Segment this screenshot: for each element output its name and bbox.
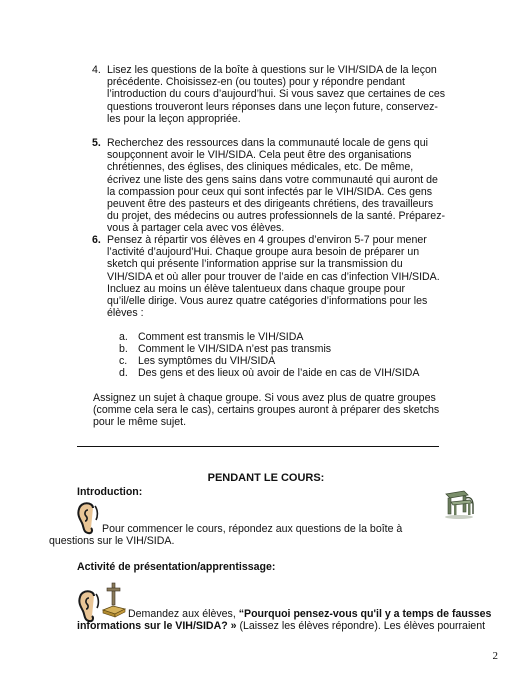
activity-text-plain: (Laissez les élèves répondre). Les élèves pourraient — [236, 620, 486, 632]
text-line: l’activité d’aujourd’Hui. Chaque groupe aura besoin de préparer un — [107, 246, 420, 259]
activity-text-plain: Demandez aux élèves, — [128, 608, 239, 620]
item-6-paragraph — [107, 234, 467, 319]
text-line: peuvent être des pasteurs et des dirigeants chrétiens, des travailleurs — [107, 198, 434, 211]
assign-paragraph — [93, 392, 473, 429]
text-line: VIH/SIDA et où aller pour trouver de l’aide en cas d’infection VIH/SIDA. — [107, 270, 440, 283]
item-number: 6. — [92, 234, 101, 246]
section-title: PENDANT LE COURS: — [207, 472, 325, 484]
text-line: les pour la leçon appropriée. — [107, 112, 241, 125]
school-desk-icon — [442, 488, 476, 520]
sub-item-letter: d. — [119, 367, 128, 379]
cross-bible-icon — [101, 582, 127, 620]
intro-text-line2: questions sur le VIH/SIDA. — [49, 535, 175, 547]
text-line: qu’il/elle dirige. Vous aurez quatre catégories d’informations pour les — [107, 295, 428, 308]
text-line: Assignez un sujet à chaque groupe. Si vous avez plus de quatre groupes — [93, 392, 436, 404]
page-number: 2 — [492, 650, 498, 662]
ear-icon — [75, 588, 101, 624]
intro-heading: Introduction: — [77, 486, 143, 498]
text-line: Lisez les questions de la boîte à questions sur le VIH/SIDA de la leçon — [107, 64, 437, 76]
sub-item-text: Comment est transmis le VIH/SIDA — [138, 331, 304, 343]
activity-text-question: informations sur le VIH/SIDA? » — [77, 620, 237, 632]
text-line: Recherchez des ressources dans la communauté locale de gens qui — [107, 137, 428, 149]
item-4-paragraph — [107, 64, 467, 125]
text-line: Pensez à répartir vos élèves en 4 groupes d’environ 5-7 pour mener — [107, 234, 427, 246]
item-number: 4. — [92, 64, 101, 76]
text-line: Incluez au moins un élève talentueux dans chaque groupe pour — [107, 282, 406, 295]
text-line: soupçonnent avoir le VIH/SIDA. Cela peut être des organisations — [107, 149, 412, 162]
text-line: l’introduction du cours d’aujourd’hui. Si vous savez que certaines de ces — [107, 88, 446, 101]
intro-text-line1: Pour commencer le cours, répondez aux questions de la boîte à — [102, 523, 403, 535]
text-line: la compassion pour ceux qui sont infectés par le VIH/SIDA. Ces gens — [107, 185, 433, 198]
sub-item-letter: a. — [119, 331, 128, 343]
section-divider — [77, 446, 439, 447]
item-5-paragraph — [107, 137, 467, 235]
text-line: du projet, des médecins ou autres professionnels de la santé. Préparez- — [107, 210, 446, 223]
text-line: chrétiennes, des églises, des cliniques médicales, etc. De même, — [107, 161, 414, 174]
activity-heading: Activité de présentation/apprentissage: — [77, 561, 276, 573]
activity-text-line1 — [128, 608, 491, 620]
sub-item-letter: b. — [119, 343, 128, 355]
text-line: questions trouveront leurs réponses dans une leçon future, conservez- — [107, 100, 438, 113]
text-line: élèves : — [107, 307, 144, 320]
item-number: 5. — [92, 137, 101, 149]
text-line: écrivez une liste des gens sains dans votre communauté qui auront de — [107, 173, 438, 186]
ear-icon — [74, 500, 100, 536]
text-line: pour le même sujet. — [93, 416, 187, 429]
activity-text-question: “Pourquoi pensez-vous qu'il y a temps de fausses — [238, 608, 492, 620]
text-line: (comme cela sera le cas), certains groupes auront à préparer des sketchs — [93, 404, 440, 417]
activity-text-line2 — [77, 620, 485, 632]
text-line: précédente. Choisissez-en (ou toutes) pour y répondre pendant — [107, 76, 405, 89]
text-line: sketch qui présente l’information apprise sur la transmission du — [107, 258, 403, 271]
sub-item-text: Comment le VIH/SIDA n’est pas transmis — [138, 343, 332, 355]
sub-item-text: Les symptômes du VIH/SIDA — [138, 355, 276, 367]
sub-item-letter: c. — [119, 355, 128, 367]
sub-item-text: Des gens et des lieux où avoir de l’aide en cas de VIH/SIDA — [138, 367, 420, 379]
text-line: vous à partager cela avec vos élèves. — [107, 222, 285, 235]
